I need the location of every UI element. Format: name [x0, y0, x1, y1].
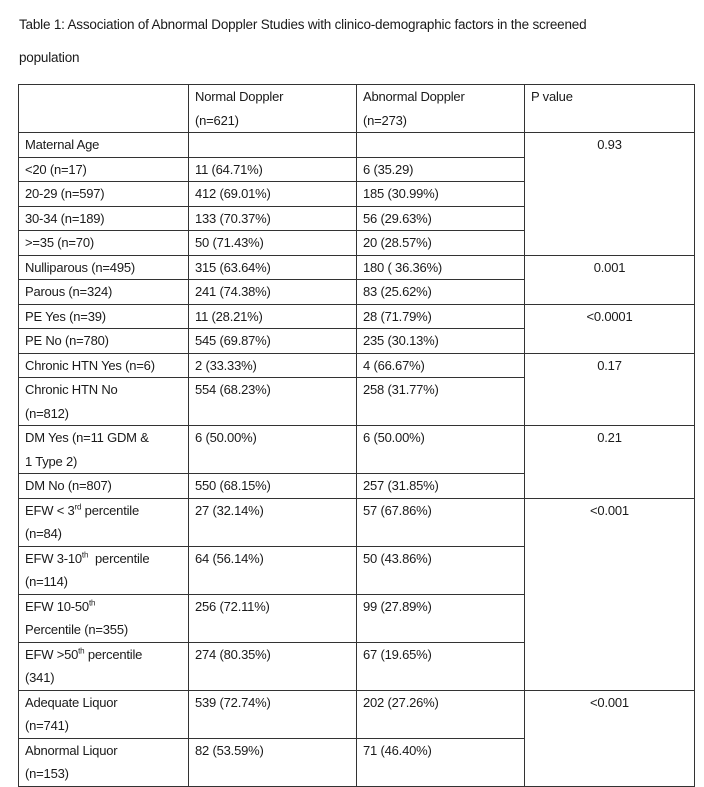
row-label: Chronic HTN Yes (n=6) [19, 353, 189, 378]
row-label-line-2: (n=812) [25, 405, 69, 421]
table-row [19, 426, 695, 474]
row-label [19, 378, 189, 426]
row-label-line-1: Abnormal Liquor [25, 742, 118, 758]
header-p-value: P value [525, 85, 695, 133]
abnormal-cell [357, 133, 525, 158]
normal-cell: 539 (72.74%) [189, 690, 357, 738]
row-label-line-2: Percentile (n=355) [25, 622, 128, 637]
row-label-line-2: (341) [25, 670, 55, 685]
row-label-line-1 [25, 499, 182, 523]
row-label: Nulliparous (n=495) [19, 255, 189, 280]
row-label: 20-29 (n=597) [19, 182, 189, 207]
p-value-cell: 0.21 [525, 426, 695, 499]
row-label: Parous (n=324) [19, 280, 189, 305]
row-label-line-1: Adequate Liquor [25, 694, 118, 710]
row-label: Maternal Age [19, 133, 189, 158]
abnormal-cell: 6 (50.00%) [357, 426, 525, 474]
table-row [19, 498, 695, 546]
header-normal-doppler [189, 85, 357, 133]
row-label [19, 546, 189, 594]
p-value-cell: 0.17 [525, 353, 695, 426]
p-value-cell: <0.001 [525, 498, 695, 690]
abnormal-cell: 67 (19.65%) [357, 642, 525, 690]
row-label: 30-34 (n=189) [19, 206, 189, 231]
abnormal-cell: 83 (25.62%) [357, 280, 525, 305]
table-row [19, 353, 695, 378]
abnormal-cell: 28 (71.79%) [357, 304, 525, 329]
row-label [19, 426, 189, 474]
normal-cell: 550 (68.15%) [189, 474, 357, 499]
label-text: percentile [81, 502, 140, 518]
abnormal-cell: 6 (35.29) [357, 157, 525, 182]
header-abnormal-label: Abnormal Doppler [363, 89, 465, 104]
label-text: percentile [84, 646, 143, 662]
row-label: PE No (n=780) [19, 329, 189, 354]
row-label-line-2: (n=741) [25, 718, 69, 733]
row-label: >=35 (n=70) [19, 231, 189, 256]
abnormal-cell: 99 (27.89%) [357, 594, 525, 642]
row-label [19, 642, 189, 690]
abnormal-cell: 57 (67.86%) [357, 498, 525, 546]
normal-cell: 11 (28.21%) [189, 304, 357, 329]
row-label-line-1: DM Yes (n=11 GDM & [25, 430, 149, 445]
row-label-line-1 [25, 547, 182, 571]
normal-cell: 27 (32.14%) [189, 498, 357, 546]
label-text: EFW >50 [25, 646, 79, 662]
row-label-line-2: (n=114) [25, 574, 68, 589]
normal-cell: 412 (69.01%) [189, 182, 357, 207]
normal-cell [189, 133, 357, 158]
p-value-cell: <0.0001 [525, 304, 695, 353]
normal-cell: 6 (50.00%) [189, 426, 357, 474]
normal-cell: 315 (63.64%) [189, 255, 357, 280]
normal-cell: 133 (70.37%) [189, 206, 357, 231]
row-label [19, 690, 189, 738]
row-label [19, 738, 189, 786]
normal-cell: 545 (69.87%) [189, 329, 357, 354]
normal-cell: 50 (71.43%) [189, 231, 357, 256]
header-row [19, 85, 695, 133]
row-label: PE Yes (n=39) [19, 304, 189, 329]
abnormal-cell: 235 (30.13%) [357, 329, 525, 354]
abnormal-cell: 202 (27.26%) [357, 690, 525, 738]
table-caption [19, 8, 699, 74]
label-text: EFW 10-50 [25, 598, 89, 614]
abnormal-cell: 185 (30.99%) [357, 182, 525, 207]
row-label [19, 594, 189, 642]
normal-cell: 256 (72.11%) [189, 594, 357, 642]
caption-line-2: population [19, 50, 80, 65]
abnormal-cell: 56 (29.63%) [357, 206, 525, 231]
abnormal-cell: 257 (31.85%) [357, 474, 525, 499]
table-row [19, 133, 695, 158]
row-label-line-2: (n=153) [25, 766, 69, 781]
label-text: EFW 3-10 [25, 550, 82, 566]
p-value-cell: 0.93 [525, 133, 695, 256]
label-text: EFW < 3 [25, 502, 75, 518]
label-text: percentile [88, 550, 150, 566]
row-label-line-2: (n=84) [25, 526, 62, 541]
doppler-association-table [18, 84, 695, 787]
header-blank-cell [19, 85, 189, 133]
ordinal-suffix: rd [74, 502, 82, 512]
header-normal-label: Normal Doppler [195, 89, 284, 104]
header-abnormal-doppler [357, 85, 525, 133]
normal-cell: 554 (68.23%) [189, 378, 357, 426]
header-abnormal-n: (n=273) [363, 112, 407, 128]
abnormal-cell: 4 (66.67%) [357, 353, 525, 378]
row-label-line-1 [25, 643, 182, 667]
normal-cell: 274 (80.35%) [189, 642, 357, 690]
table-row [19, 255, 695, 280]
table-row [19, 304, 695, 329]
ordinal-suffix: th [88, 598, 96, 608]
normal-cell: 64 (56.14%) [189, 546, 357, 594]
abnormal-cell: 50 (43.86%) [357, 546, 525, 594]
row-label: <20 (n=17) [19, 157, 189, 182]
p-value-cell: 0.001 [525, 255, 695, 304]
normal-cell: 2 (33.33%) [189, 353, 357, 378]
row-label: DM No (n=807) [19, 474, 189, 499]
normal-cell: 11 (64.71%) [189, 157, 357, 182]
normal-cell: 241 (74.38%) [189, 280, 357, 305]
row-label-line-2: 1 Type 2) [25, 453, 78, 469]
normal-cell: 82 (53.59%) [189, 738, 357, 786]
abnormal-cell: 258 (31.77%) [357, 378, 525, 426]
ordinal-suffix: th [81, 550, 89, 560]
p-value-cell: <0.001 [525, 690, 695, 786]
row-label [19, 498, 189, 546]
abnormal-cell: 180 ( 36.36%) [357, 255, 525, 280]
abnormal-cell: 20 (28.57%) [357, 231, 525, 256]
row-label-line-1 [25, 595, 182, 619]
header-normal-n: (n=621) [195, 112, 239, 128]
ordinal-suffix: th [78, 646, 85, 656]
table-row [19, 690, 695, 738]
caption-line-1: Table 1: Association of Abnormal Doppler Studies with clinico-demographic factors in the screened [19, 17, 587, 32]
row-label-line-1: Chronic HTN No [25, 382, 118, 397]
abnormal-cell: 71 (46.40%) [357, 738, 525, 786]
